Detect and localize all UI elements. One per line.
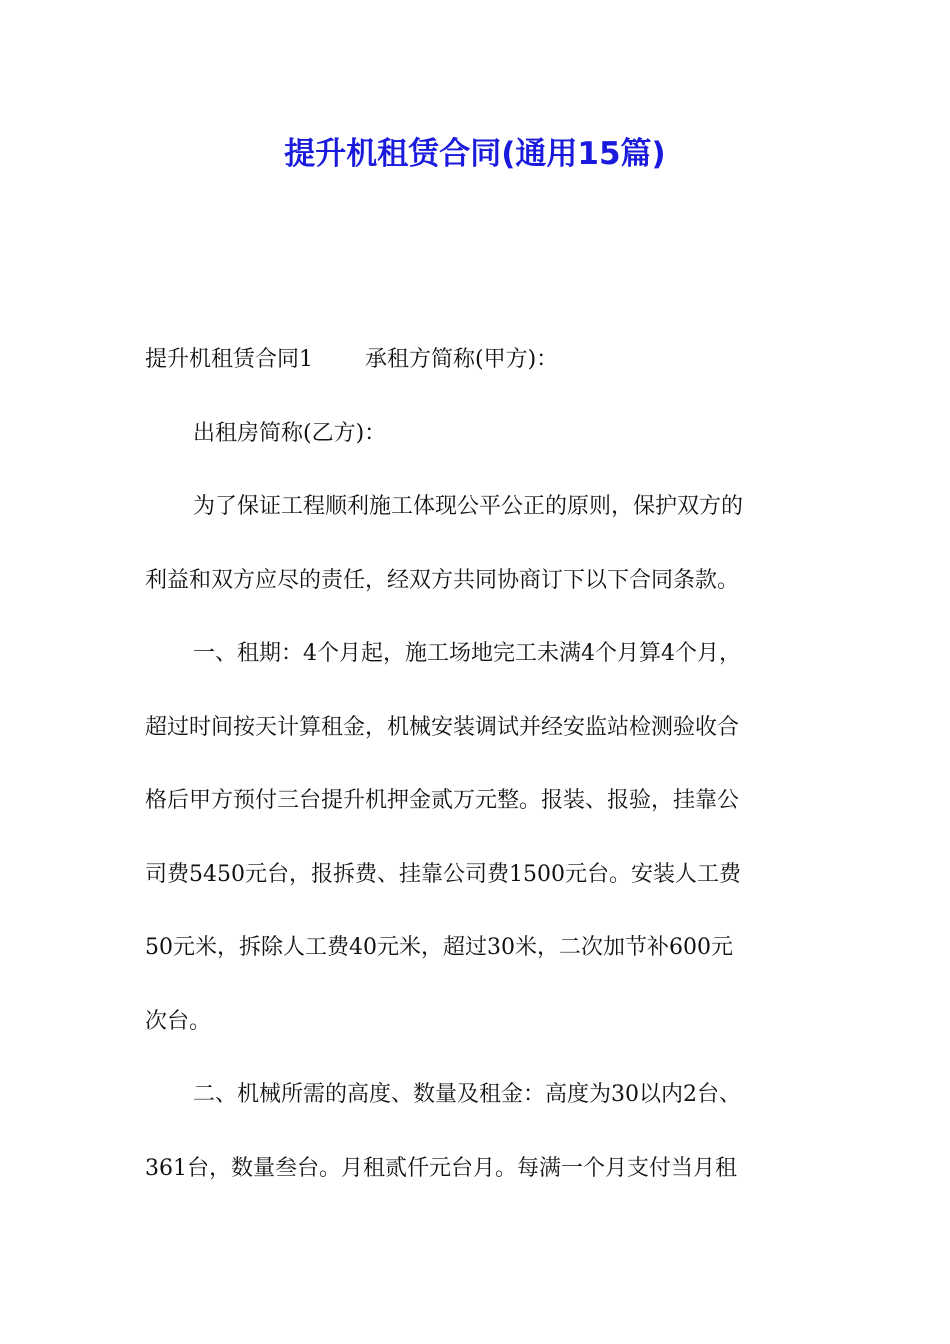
paragraph-line [145,334,810,408]
paragraph-line: 361台，数量叁台。月租贰仟元台月。每满一个月支付当月租 [145,1155,737,1181]
document-title: 提升机租赁合同(通用15篇) [284,136,666,172]
paragraph-line: 为了保证工程顺利施工体现公平公正的原则，保护双方的 [193,494,744,519]
paragraph-line: 利益和双方应尽的责任，经双方共同协商订下以下合同条款。 [145,567,740,593]
section-heading: 提升机租赁合同1 [145,347,313,372]
paragraph-line: 次台。 [145,1008,212,1034]
paragraph-line: 格后甲方预付三台提升机押金贰万元整。报装、报验，挂靠公 [145,788,740,813]
lessor-label: 出租房简称(乙方)： [193,420,387,446]
clause-two-line: 二、机械所需的高度、数量及租金：高度为30以内2台、 [193,1082,741,1107]
lessee-label: 承租方简称(甲方)： [365,347,559,372]
paragraph-line: 50元米，拆除人工费40元米，超过30米，二次加节补600元 [145,935,733,960]
paragraph-line: 司费5450元台，报拆费、挂靠公司费1500元台。安装人工费 [145,861,741,887]
clause-one-line: 一、租期：4个月起，施工场地完工未满4个月算4个月， [193,641,741,666]
document-body [145,334,810,1216]
paragraph-line: 超过时间按天计算租金，机械安装调试并经安监站检测验收合 [145,714,740,740]
